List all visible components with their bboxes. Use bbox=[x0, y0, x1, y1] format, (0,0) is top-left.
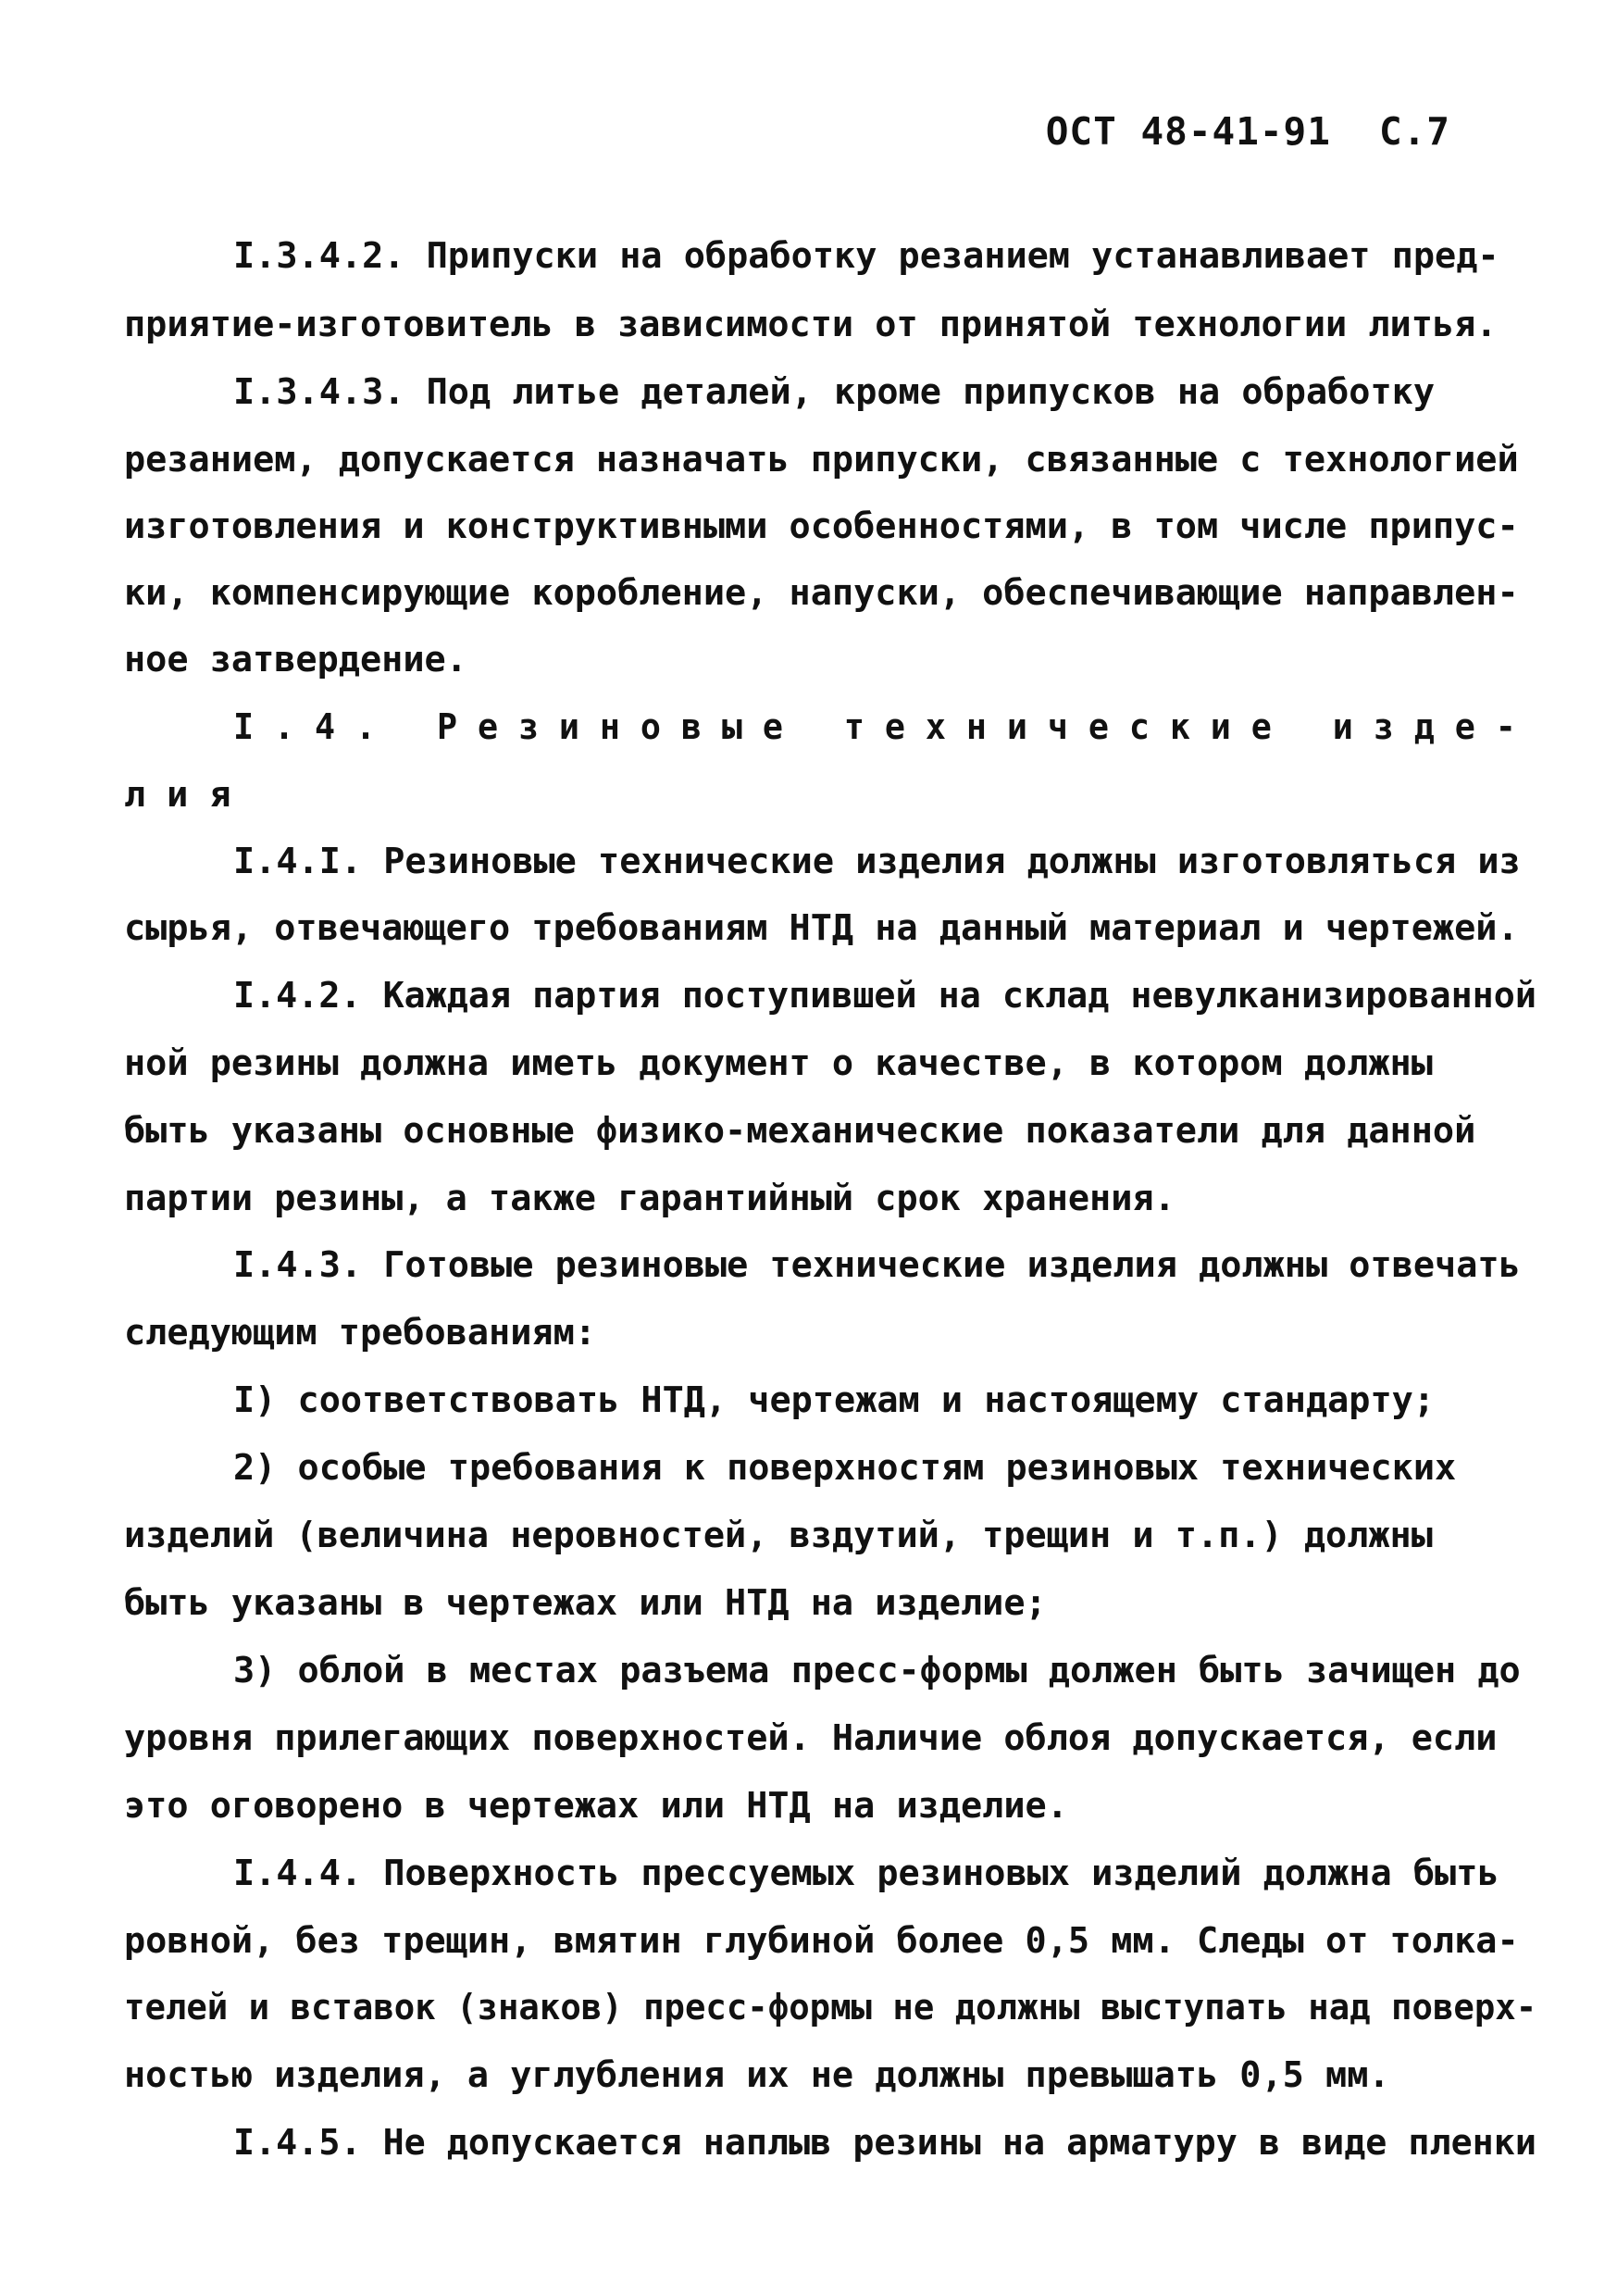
text-line: I.4.3. Готовые резиновые технические изделия должны отвечать bbox=[233, 1244, 1521, 1286]
text-line: телей и вставок (знаков) пресс-формы не должны выступать над поверх- bbox=[124, 1987, 1537, 2028]
text-line: партии резины, а также гарантийный срок хранения. bbox=[124, 1178, 1175, 1219]
text-line: I.4.4. Поверхность прессуемых резиновых изделий должна быть bbox=[233, 1853, 1499, 1894]
text-line: следующим требованиям: bbox=[124, 1312, 596, 1354]
section-heading: I.4. Резиновые технические изде- bbox=[233, 706, 1536, 748]
text-line: I.4.2. Каждая партия поступившей на склад невулканизированной bbox=[233, 975, 1536, 1017]
text-line: сырья, отвечающего требованиям НТД на данный материал и чертежей. bbox=[124, 907, 1519, 949]
list-item: 3) облой в местах разъема пресс-формы должен быть зачищен до bbox=[233, 1650, 1521, 1691]
list-item: I) соответствовать НТД, чертежам и настоящему стандарту; bbox=[233, 1379, 1436, 1421]
text-line: резанием, допускается назначать припуски, связанные с технологией bbox=[124, 439, 1519, 480]
text-line: ностью изделия, а углубления их не должны превышать 0,5 мм. bbox=[124, 2054, 1390, 2096]
text-line: уровня прилегающих поверхностей. Наличие облоя допускается, если bbox=[124, 1717, 1498, 1759]
text-line: ровной, без трещин, вмятин глубиной более 0,5 мм. Следы от толка- bbox=[124, 1920, 1519, 1962]
text-line: это оговорено в чертежах или НТД на изделие. bbox=[124, 1785, 1068, 1827]
text-line: изделий (величина неровностей, вздутий, трещин и т.п.) должны bbox=[124, 1515, 1433, 1556]
text-line: I.3.4.3. Под литье деталей, кроме припусков на обработку bbox=[233, 371, 1436, 413]
text-line: изготовления и конструктивными особенностями, в том числе припус- bbox=[124, 505, 1519, 547]
page-header bbox=[1046, 109, 1450, 154]
list-item: 2) особые требования к поверхностям резиновых технических bbox=[233, 1447, 1457, 1489]
text-line: приятие-изготовитель в зависимости от принятой технологии литья. bbox=[124, 304, 1498, 345]
text-line: ки, компенсирующие коробление, напуски, обеспечивающие направлен- bbox=[124, 572, 1519, 614]
section-heading-continuation: лия bbox=[124, 774, 253, 816]
text-line: ное затвердение. bbox=[124, 639, 467, 680]
document-number: ОСТ 48-41-91 bbox=[1045, 109, 1331, 154]
text-line: быть указаны основные физико-механические показатели для данной bbox=[124, 1110, 1476, 1152]
text-line: быть указаны в чертежах или НТД на изделие; bbox=[124, 1582, 1047, 1624]
text-line: ной резины должна иметь документ о качестве, в котором должны bbox=[124, 1042, 1433, 1084]
text-line: I.4.I. Резиновые технические изделия должны изготовляться из bbox=[233, 841, 1521, 882]
text-line: I.3.4.2. Припуски на обработку резанием устанавливает пред- bbox=[233, 235, 1499, 277]
text-line: I.4.5. Не допускается наплыв резины на арматуру в виде пленки bbox=[233, 2122, 1536, 2164]
page-number: С.7 bbox=[1378, 109, 1450, 154]
